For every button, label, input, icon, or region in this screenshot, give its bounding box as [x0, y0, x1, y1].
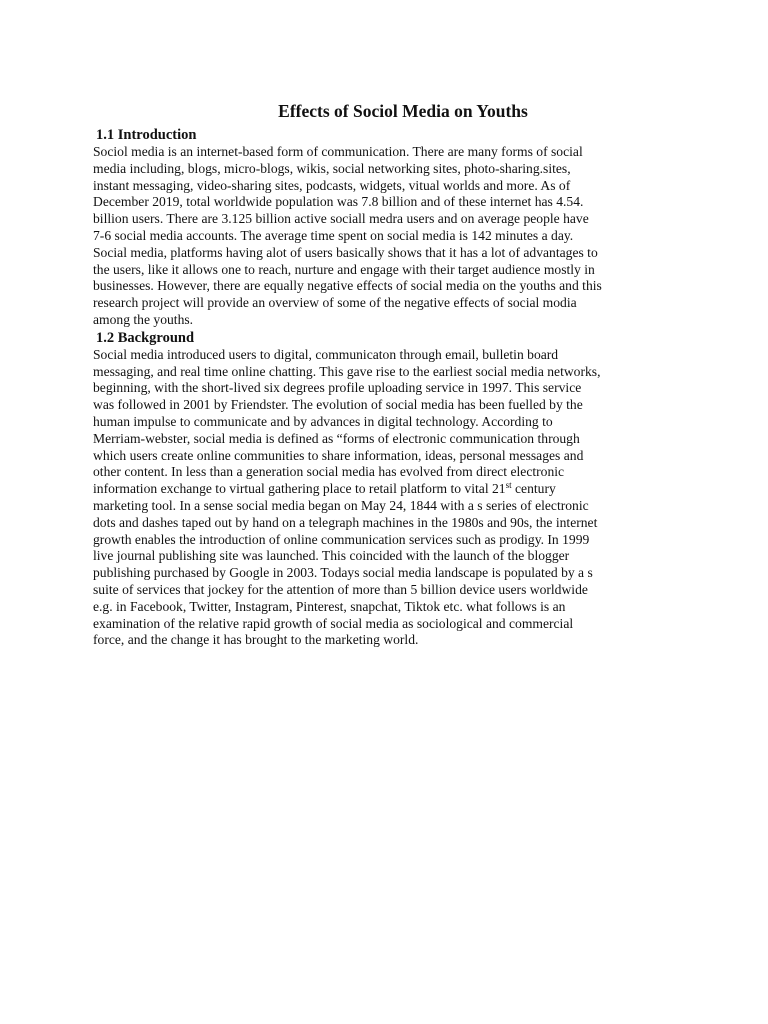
background-line: dots and dashes taped out by hand on a telegraph machines in the 1980s and 90s, the internet — [93, 514, 598, 530]
intro-line: Social media, platforms having alot of users basically shows that it has a lot of advantages to — [93, 244, 598, 260]
background-line: publishing purchased by Google in 2003. Todays social media landscape is populated by a s — [93, 565, 593, 581]
intro-line: research project will provide an overview of some of the negative effects of social modia — [93, 295, 577, 311]
background-line: live journal publishing site was launched. This coincided with the launch of the blogger — [93, 548, 570, 564]
document-page — [93, 100, 693, 649]
background-line: examination of the relative rapid growth of social media as sociological and commercial — [93, 615, 574, 631]
background-line: growth enables the introduction of online communication services such as prodigy. In 1999 — [93, 531, 590, 547]
introduction-paragraph — [93, 144, 693, 329]
intro-line: billion users. There are 3.125 billion active sociall medra users and on average people have — [93, 211, 589, 227]
background-line: Merriam-webster, social media is defined as “forms of electronic communication through — [93, 430, 580, 446]
ordinal-superscript: st — [505, 480, 512, 491]
background-paragraph — [93, 347, 693, 649]
background-line — [93, 481, 693, 498]
background-line-text: century — [511, 481, 556, 497]
background-line: marketing tool. In a sense social media began on May 24, 1844 with a s series of electronic — [93, 497, 589, 513]
background-line: beginning, with the short-lived six degrees profile uploading service in 1997. This service — [93, 380, 582, 396]
background-line: human impulse to communicate and by advances in digital technology. According to — [93, 413, 553, 429]
intro-line: instant messaging, video-sharing sites, podcasts, widgets, vitual worlds and more. As of — [93, 177, 571, 193]
section-heading-background: 1.2 Background — [96, 329, 195, 346]
document-title: Effects of Sociol Media on Youths — [278, 101, 528, 121]
intro-line: media including, blogs, micro-blogs, wikis, social networking sites, photo-sharing.sites, — [93, 160, 571, 176]
intro-line: December 2019, total worldwide population was 7.8 billion and of these internet has 4.54. — [93, 194, 584, 210]
background-line: suite of services that jockey for the attention of more than 5 billion device users worldwide — [93, 581, 588, 597]
intro-line: Sociol media is an internet-based form of communication. There are many forms of social — [93, 144, 583, 159]
background-line: e.g. in Facebook, Twitter, Instagram, Pinterest, snapchat, Tiktok etc. what follows is an — [93, 598, 566, 614]
background-line: which users create online communities to share information, ideas, personal messages and — [93, 447, 584, 463]
background-line: force, and the change it has brought to the marketing world. — [93, 632, 419, 648]
background-line-text: information exchange to virtual gathering place to retail platform to vital 21 — [93, 481, 506, 497]
background-line: was followed in 2001 by Friendster. The evolution of social media has been fuelled by the — [93, 397, 583, 413]
intro-line: the users, like it allows one to reach, nurture and engage with their target audience mostly in — [93, 261, 595, 277]
intro-line: 7-6 social media accounts. The average time spent on social media is 142 minutes a day. — [93, 227, 574, 243]
background-line: messaging, and real time online chatting. This gave rise to the earliest social media networks, — [93, 363, 601, 379]
intro-line: businesses. However, there are equally negative effects of social media on the youths and this — [93, 278, 602, 294]
intro-line: among the youths. — [93, 311, 194, 327]
section-heading-introduction: 1.1 Introduction — [96, 127, 197, 143]
background-line: Social media introduced users to digital, communicaton through email, bulletin board — [93, 346, 559, 362]
background-line: other content. In less than a generation social media has evolved from direct electronic — [93, 464, 565, 480]
